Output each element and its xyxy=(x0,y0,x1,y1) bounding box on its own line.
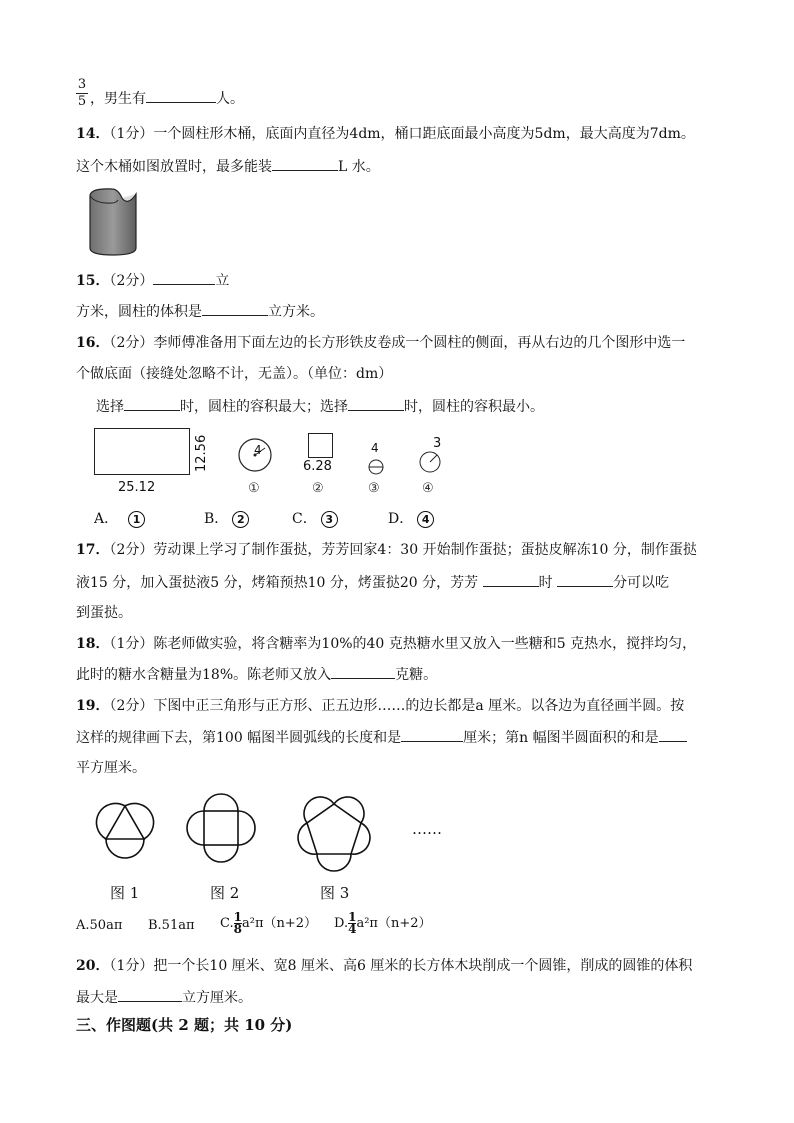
marker-2: ② xyxy=(312,481,324,496)
circle-option-3 xyxy=(366,457,386,477)
q19-line3: 平方厘米。 xyxy=(76,760,146,776)
answer-blank-minute[interactable] xyxy=(557,572,613,587)
rect-height-label: 12.56 xyxy=(194,434,209,472)
fraction-one-quarter: $\frac{1}{4}$ xyxy=(348,910,357,936)
question-number: 16． xyxy=(76,335,110,351)
answer-blank[interactable] xyxy=(153,270,215,285)
q14-line2: 这个木桶如图放置时，最多能装 L 水。 xyxy=(76,156,380,177)
question-number: 17． xyxy=(76,542,110,558)
answer-blank[interactable] xyxy=(331,664,395,679)
rectangle-sheet xyxy=(94,428,190,475)
fraction-numerator: 3 xyxy=(77,77,87,92)
q18-line2: 此时的糖水含糖量为18%。陈老师又放入 克糖。 xyxy=(76,664,437,685)
marker-3: ③ xyxy=(368,481,380,496)
caption-figure-2: 图 2 xyxy=(210,884,240,902)
figure-3-pentagon xyxy=(298,797,370,871)
question-number: 15． xyxy=(76,273,110,289)
q19-line1: 19．（2分）下图中正三角形与正方形、正五边形……的边长都是a 厘米。以各边为直径画半圆。按 xyxy=(76,698,685,714)
q15-line2: 方米，圆柱的体积是 立方米。 xyxy=(76,301,324,322)
q18-line1: 18．（1分）陈老师做实验，将含糖率为10%的40 克热糖水里又放入一些糖和5 克热水，搅拌均匀， xyxy=(76,636,697,652)
question-number: 18． xyxy=(76,636,110,652)
semicircle-pattern-figures xyxy=(86,786,466,882)
q17-line1: 17．（2分）劳动课上学习了制作蛋挞，芳芳回家4：30 开始制作蛋挞；蛋挞皮解冻10 分，制作蛋挞 xyxy=(76,542,697,558)
marker-4: ④ xyxy=(422,481,434,496)
answer-blank[interactable] xyxy=(202,301,268,316)
answer-blank-hour[interactable] xyxy=(483,572,539,587)
figure-1-triangle xyxy=(96,803,153,858)
q16-line1: 16．（2分）李师傅准备用下面左边的长方形铁皮卷成一个圆柱的侧面，再从右边的几个图形中选一 xyxy=(76,335,686,351)
shape1-radius-label: 4 xyxy=(254,443,262,457)
rect-width-label: 25.12 xyxy=(118,480,156,495)
q20-line2: 最大是 立方厘米。 xyxy=(76,987,252,1008)
answer-blank[interactable] xyxy=(272,156,338,171)
answer-blank[interactable] xyxy=(118,987,182,1002)
answer-choice-a[interactable]: A.50aπ xyxy=(76,918,123,933)
q13-tail-line: ，男生有 人。 xyxy=(90,88,244,109)
caption-figure-1: 图 1 xyxy=(110,884,140,902)
q17-line3: 到蛋挞。 xyxy=(76,605,132,621)
answer-blank[interactable] xyxy=(659,727,687,742)
barrel-figure xyxy=(88,186,140,258)
section-heading: 三、作图题(共 2 题；共 10 分) xyxy=(76,1016,293,1034)
q15-line1: 15．（2分） 立 xyxy=(76,270,229,291)
option-c[interactable]: C． 3 xyxy=(292,508,338,528)
option-a[interactable]: A． 1 xyxy=(94,508,145,528)
answer-choice-c[interactable]: C. $\frac{1}{8}$ a²π（n+2） xyxy=(220,910,318,936)
shape3-diameter-label: 4 xyxy=(371,441,379,455)
answer-blank[interactable] xyxy=(146,88,216,103)
fraction-three-fifths xyxy=(76,78,88,109)
fraction-denominator: 5 xyxy=(77,94,87,109)
figure-2-square xyxy=(187,794,255,862)
option-d[interactable]: D． 4 xyxy=(388,508,434,528)
question-number: 14． xyxy=(76,126,110,142)
square-option-2 xyxy=(308,433,333,458)
fraction-one-eighth: $\frac{1}{8}$ xyxy=(233,910,242,936)
q16-line3: 选择 时，圆柱的容积最大；选择 时，圆柱的容积最小。 xyxy=(96,396,544,417)
q14-line1: 14．（1分）一个圆柱形木桶，底面内直径为4dm，桶口距底面最小高度为5dm，最大高度为7dm。 xyxy=(76,126,695,142)
answer-choice-b[interactable]: B.51aπ xyxy=(148,918,195,933)
shape4-radius-label: 3 xyxy=(433,436,442,451)
question-number: 19． xyxy=(76,698,110,714)
answer-blank[interactable] xyxy=(124,396,180,411)
q19-line2: 这样的规律画下去，第100 幅图半圆弧线的长度和是 厘米；第n 幅图半圆面积的和是 xyxy=(76,727,687,748)
answer-blank[interactable] xyxy=(348,396,404,411)
option-b[interactable]: B． 2 xyxy=(204,508,249,528)
q17-line2: 液15 分，加入蛋挞液5 分，烤箱预热10 分，烤蛋挞20 分，芳芳 时 分可以吃 xyxy=(76,572,669,593)
answer-blank[interactable] xyxy=(401,727,463,742)
ellipsis: …… xyxy=(412,820,442,838)
caption-figure-3: 图 3 xyxy=(320,884,350,902)
shape2-side-label: 6.28 xyxy=(303,459,332,474)
q16-line2: 个做底面（接缝处忽略不计，无盖）。（单位：dm） xyxy=(76,366,393,382)
q20-line1: 20．（1分）把一个长10 厘米、宽8 厘米、高6 厘米的长方体木块削成一个圆锥，削成的圆锥的体积 xyxy=(76,958,693,974)
circle-option-4 xyxy=(416,448,444,476)
answer-choice-d[interactable]: D. $\frac{1}{4}$ a²π（n+2） xyxy=(334,910,432,936)
marker-1: ① xyxy=(248,481,260,496)
question-number: 20． xyxy=(76,958,110,974)
